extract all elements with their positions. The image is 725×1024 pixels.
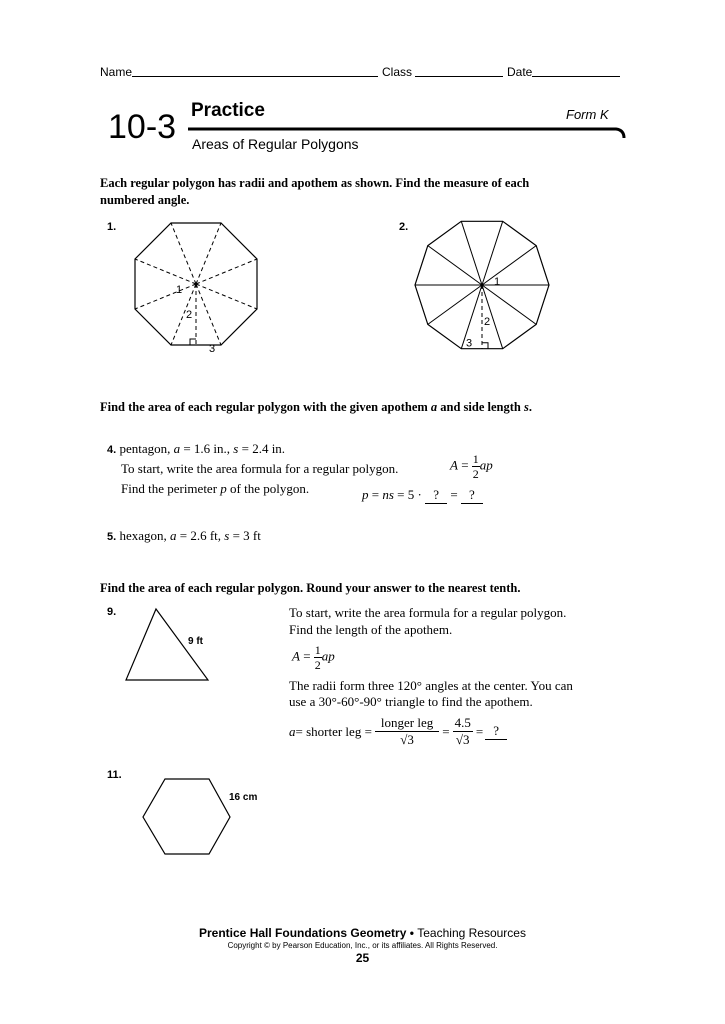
one-half-fraction: $\frac{1}{2}$ [472, 452, 479, 481]
hexagon-side-label: 16 cm [229, 792, 258, 803]
footer-book-title: Prentice Hall Foundations Geometry • Teaching Resources [199, 926, 526, 940]
right-angle-mark [190, 339, 196, 345]
question-9-area-formula: A = $\frac{1}{2}$ ap [292, 643, 335, 672]
decagon-radius [428, 246, 482, 285]
question-9-number: 9. [107, 606, 117, 618]
perimeter-answer-blank[interactable]: ? [461, 487, 483, 504]
date-blank[interactable] [532, 64, 620, 77]
question-1-number: 1. [107, 221, 117, 233]
page-title: Practice [191, 100, 265, 121]
question-9-step1: To start, write the area formula for a regular polygon. [289, 605, 567, 620]
class-field [382, 64, 503, 79]
decagon-radius [461, 221, 482, 285]
form-label: Form K [566, 107, 609, 122]
footer-copyright: Copyright © by Pearson Education, Inc., or its affiliates. All Rights Reserved. [227, 941, 498, 950]
four-point-five-fraction: $\frac{4.5}{√3}$ [454, 715, 471, 747]
question-9-step3-line1: The radii form three 120° angles at the center. You can [289, 678, 573, 693]
name-label: Name [100, 65, 133, 79]
name-field [100, 64, 378, 79]
right-angle-mark [482, 343, 488, 349]
question-5: 5. hexagon, a = 2.6 ft, s = 3 ft [107, 528, 261, 543]
one-half-fraction: $\frac{1}{2}$ [314, 643, 321, 672]
decagon-angle-2: 2 [484, 316, 491, 328]
question-9-step2: Find the length of the apothem. [289, 622, 453, 637]
question-4-perimeter: p = ns = 5 · ? = ? [362, 487, 483, 504]
octagon-angle-2: 2 [186, 309, 193, 321]
page-number: 25 [355, 951, 370, 965]
page-subtitle: Areas of Regular Polygons [192, 136, 359, 152]
class-blank[interactable] [415, 64, 503, 77]
decagon-figure [405, 213, 560, 353]
octagon-angle-3: 3 [209, 343, 216, 355]
section1-instruction: Each regular polygon has radii and apothem as shown. Find the measure of each numbered angle. [100, 176, 530, 207]
question-11-number: 11. [107, 769, 122, 781]
octagon-figure [120, 215, 270, 365]
question-2-number: 2. [399, 221, 409, 233]
octagon-angle-1: 1 [176, 284, 183, 296]
longer-leg-fraction: $\frac{\text{longer leg}}{√3}$ [375, 715, 439, 748]
section3-instruction: Find the area of each regular polygon. Round your answer to the nearest tenth. [100, 581, 521, 595]
decagon-radius [482, 285, 536, 324]
hexagon-outline [143, 779, 230, 854]
question-9-apothem-equation: a = shorter leg = $\frac{\text{longer leg}}{√3}$ = $\frac{4.5}{√3}$ = ? [289, 715, 507, 748]
question-4-step2: Find the perimeter p of the polygon. [121, 481, 310, 496]
apothem-answer-blank[interactable]: ? [485, 723, 507, 740]
question-4: 4. pentagon, a = 1.6 in., s = 2.4 in. [107, 441, 286, 456]
question-9-step3-line2: use a 30°-60°-90° triangle to find the apothem. [289, 694, 533, 709]
class-label: Class [382, 65, 413, 79]
lesson-number: 10-3 [108, 108, 177, 146]
triangle-side-label: 9 ft [188, 636, 203, 647]
triangle-figure [120, 605, 220, 685]
decagon-angle-1: 1 [494, 276, 501, 288]
hexagon-figure [138, 775, 268, 860]
perimeter-side-blank[interactable]: ? [425, 487, 447, 504]
question-4-area-formula: A = $\frac{1}{2}$ ap [450, 452, 493, 481]
decagon-angle-3: 3 [466, 337, 473, 350]
decagon-radius [482, 246, 536, 285]
date-label: Date [507, 65, 533, 79]
name-blank[interactable] [132, 64, 378, 77]
section2-instruction: Find the area of each regular polygon with the given apothem a and side length s. [100, 400, 532, 414]
question-4-step1: To start, write the area formula for a regular polygon. [121, 461, 399, 476]
decagon-radius [428, 285, 482, 324]
date-field [507, 64, 620, 79]
